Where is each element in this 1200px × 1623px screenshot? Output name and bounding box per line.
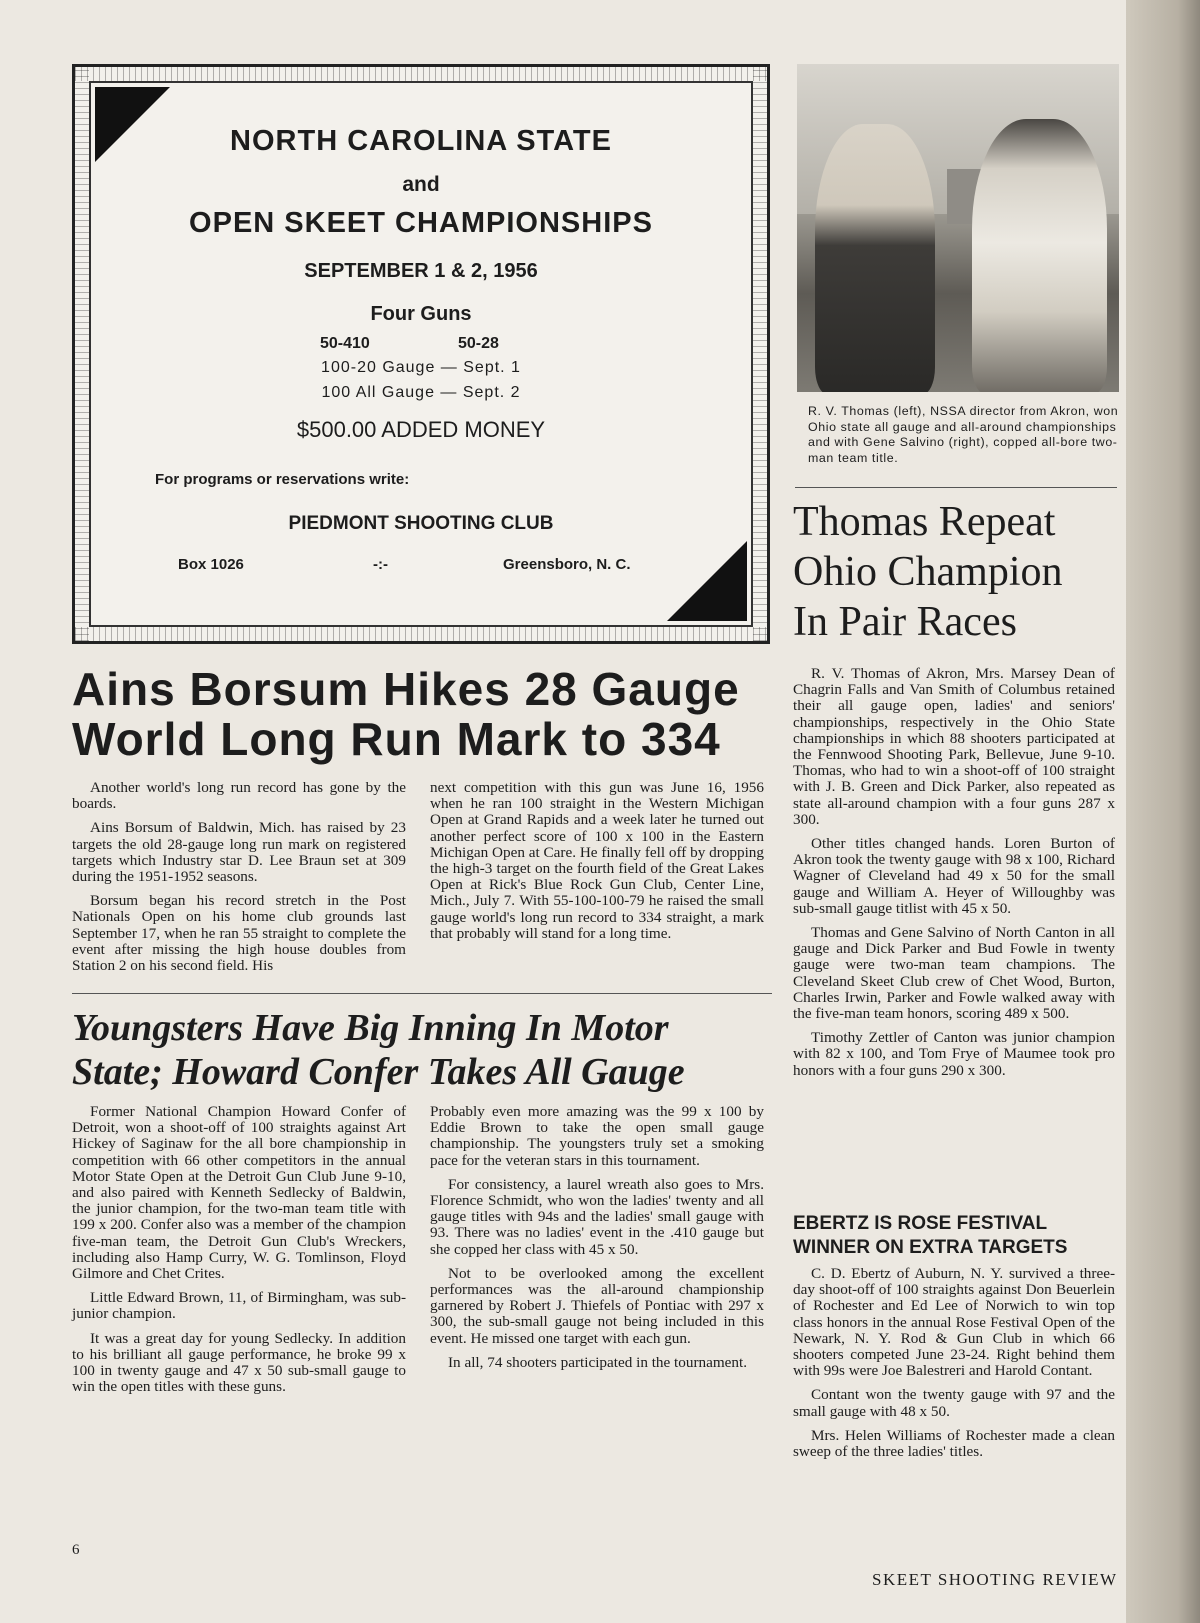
thomas-paragraph: Timothy Zettler of Canton was junior champion with 82 x 100, and Tom Frye of Maumee took pro honors with a four guns 290 x 300.	[793, 1029, 1115, 1079]
ad-title-line1: NORTH CAROLINA STATE	[230, 125, 612, 157]
thomas-column	[793, 666, 1115, 1087]
photo-caption: R. V. Thomas (left), NSSA director from Akron, won Ohio state all gauge and all-around championships and with Gene Salvino (right), copped all-bore two-man team title.	[808, 404, 1119, 465]
youngsters-headline	[72, 1006, 782, 1094]
borsum-paragraph: next competition with this gun was June 16, 1956 when he ran 100 straight in the Western Michigan Open at Grand Rapids and a week later he turned out another perfect score of 100 x 100 in the Eastern Michigan Open at Care. He finally fell off by dropping the high-3 target on the fourth field of the Great Lakes Open at Rick's Blue Rock Gun Club, Center Line, Mich., July 7. With 55-100-100-79 he raised the small gauge world's long run record to 334 straight, a mark that probably will stand for a long time.	[430, 779, 764, 942]
borsum-paragraph: Another world's long run record has gone by the boards.	[72, 779, 406, 813]
borsum-headline-line2: World Long Run Mark to 334	[72, 713, 721, 765]
ad-gun-all: 100 All Gauge — Sept. 2	[321, 384, 521, 401]
ebertz-paragraph: Contant won the twenty gauge with 97 and the small gauge with 48 x 50.	[793, 1386, 1115, 1420]
ad-inner-frame	[89, 81, 753, 627]
ad-gun-410: 50-410	[320, 335, 370, 352]
adjacent-page-edge	[1126, 0, 1200, 1623]
ad-date: SEPTEMBER 1 & 2, 1956	[304, 260, 538, 282]
borsum-paragraph: Borsum began his record stretch in the Post Nationals Open on his home club grounds last September 17, when he ran 55 straight to complete the event after missing the high house doubles from Station 2 on his second field. His	[72, 892, 406, 975]
thomas-paragraph: Other titles changed hands. Loren Burton of Akron took the twenty gauge with 98 x 100, Richard Wagner of Cleveland had 49 x 50 for the small gauge and William A. Heyer of Willoughby was sub-small gauge titlist with 45 x 50.	[793, 835, 1115, 917]
thomas-paragraph: Thomas and Gene Salvino of North Canton in all gauge and Dick Parker and Bud Fowle in twenty gauge were two-man team champions. The Cleveland Skeet Club crew of Chet Wood, Burton, Charles Irwin, Parker and Fowle walked away with the five-man team honors, scoring 489 x 500.	[793, 924, 1115, 1023]
ad-guns: Four Guns	[370, 303, 472, 325]
ad-gun-20: 100-20 Gauge — Sept. 1	[321, 359, 521, 376]
youngsters-paragraph: It was a great day for young Sedlecky. In addition to his brilliant all gauge performance, he broke 99 x 100 in twenty gauge and 47 x 50 sub-small gauge to win the open titles with these guns.	[72, 1329, 406, 1396]
youngsters-paragraph: Probably even more amazing was the 99 x 100 by Eddie Brown to take the open small gauge championship. The youngsters truly set a smoking pace for the veteran stars in this tournament.	[430, 1103, 764, 1169]
ad-border-top	[75, 67, 767, 81]
ebertz-headline-line1: EBERTZ IS ROSE FESTIVAL	[793, 1213, 1048, 1234]
ebertz-paragraph: Mrs. Helen Williams of Rochester made a clean sweep of the three ladies' titles.	[793, 1426, 1115, 1461]
borsum-paragraph: Ains Borsum of Baldwin, Mich. has raised by 23 targets the old 28-gauge long run mark on registered targets which Industry star D. Lee Braun set at 309 during the 1951-1952 seasons.	[72, 819, 406, 886]
borsum-headline	[72, 664, 772, 764]
ad-title-line2: and	[402, 173, 440, 196]
youngsters-paragraph: Not to be overlooked among the excellent performances was the all-around championship garnered by Robert J. Thiefels of Pontiac with 297 x 300, the sub-small gauge not being included in this event. He missed one target with each gun.	[430, 1264, 764, 1347]
ebertz-headline-line2: WINNER ON EXTRA TARGETS	[793, 1237, 1068, 1258]
ad-added-money: $500.00 ADDED MONEY	[296, 417, 546, 442]
thomas-headline-line1: Thomas Repeat	[793, 499, 1056, 545]
ad-box-number: Box 1026	[178, 556, 244, 573]
page-number: 6	[72, 1542, 80, 1558]
ad-gun-28: 50-28	[458, 335, 499, 352]
youngsters-paragraph: Former National Champion Howard Confer of Detroit, won a shoot-off of 100 straights against Art Hickey of Saginaw for the all bore championship in competition with 66 other competitors in the annual Motor State Open at the Detroit Gun Club June 9-10, and also paired with Kenneth Sedlecky of Baldwin, the junior champion, for the two-man team title with 199 x 200. Confer also was a member of the champion five-man team, the Detroit Gun Club's Wreckers, including also Hamp Curry, W. G. Tomlinson, Floyd Gilmore and Chet Crites.	[72, 1103, 406, 1283]
photo-man-right	[972, 119, 1107, 392]
ad-title-line3: OPEN SKEET CHAMPIONSHIPS	[189, 207, 653, 239]
thomas-headline	[793, 497, 1123, 647]
photo-man-left	[815, 124, 935, 392]
thomas-headline-line3: In Pair Races	[793, 599, 1017, 645]
championship-advertisement	[72, 64, 770, 644]
section-rule	[72, 993, 772, 994]
youngsters-headline-line1: Youngsters Have Big Inning In Motor	[72, 1007, 669, 1049]
corner-triangle-bottom-right	[667, 541, 747, 621]
ad-city: Greensboro, N. C.	[503, 556, 631, 573]
ebertz-headline	[793, 1212, 1123, 1260]
youngsters-headline-line2: State; Howard Confer Takes All Gauge	[72, 1051, 685, 1093]
magazine-name: SKEET SHOOTING REVIEW	[872, 1570, 1118, 1589]
youngsters-column-1	[72, 1104, 406, 1403]
photo-thomas-salvino	[797, 64, 1119, 392]
youngsters-paragraph: Little Edward Brown, 11, of Birmingham, was sub-junior champion.	[72, 1289, 406, 1323]
youngsters-column-2	[430, 1104, 764, 1379]
ad-club-name: PIEDMONT SHOOTING CLUB	[288, 513, 554, 534]
borsum-headline-line1: Ains Borsum Hikes 28 Gauge	[72, 663, 740, 715]
ad-write-line: For programs or reservations write:	[155, 471, 410, 488]
borsum-column-2	[430, 780, 764, 950]
ebertz-column	[793, 1266, 1115, 1468]
youngsters-paragraph: In all, 74 shooters participated in the tournament.	[448, 1353, 748, 1371]
ad-separator: -:-	[373, 556, 388, 573]
youngsters-paragraph: For consistency, a laurel wreath also goes to Mrs. Florence Schmidt, who won the ladies' twenty and all gauge titles with 94s and the ladies' small gauge with 93. There was no ladies' event in the .410 gauge but she copped her class with 45 x 50.	[430, 1175, 764, 1258]
thomas-headline-line2: Ohio Champion	[793, 549, 1063, 595]
caption-rule	[795, 487, 1117, 488]
thomas-paragraph: R. V. Thomas of Akron, Mrs. Marsey Dean of Chagrin Falls and Van Smith of Columbus retained their all gauge open, ladies' and seniors' championships, respectively in the Ohio State championships in which 88 shooters participated at the Fennwood Shooting Park, Bellevue, June 9-10. Thomas, who had to win a shoot-off of 100 straight with J. B. Green and Dick Parker, also repeated as state all-around champion with a four guns 287 x 300.	[793, 665, 1115, 828]
borsum-column-1	[72, 780, 406, 982]
ebertz-paragraph: C. D. Ebertz of Auburn, N. Y. survived a three-day shoot-off of 100 straights against Don Beuerlein of Rochester and Ed Lee of Norwich to win top class honors in the annual Rose Festival Open of the Newark, N. Y. Rod & Gun Club in which 66 shooters competed June 23-24. Right behind them with 99s were Joe Balestreri and Harold Contant.	[793, 1265, 1115, 1380]
ad-border-bottom	[75, 627, 767, 641]
